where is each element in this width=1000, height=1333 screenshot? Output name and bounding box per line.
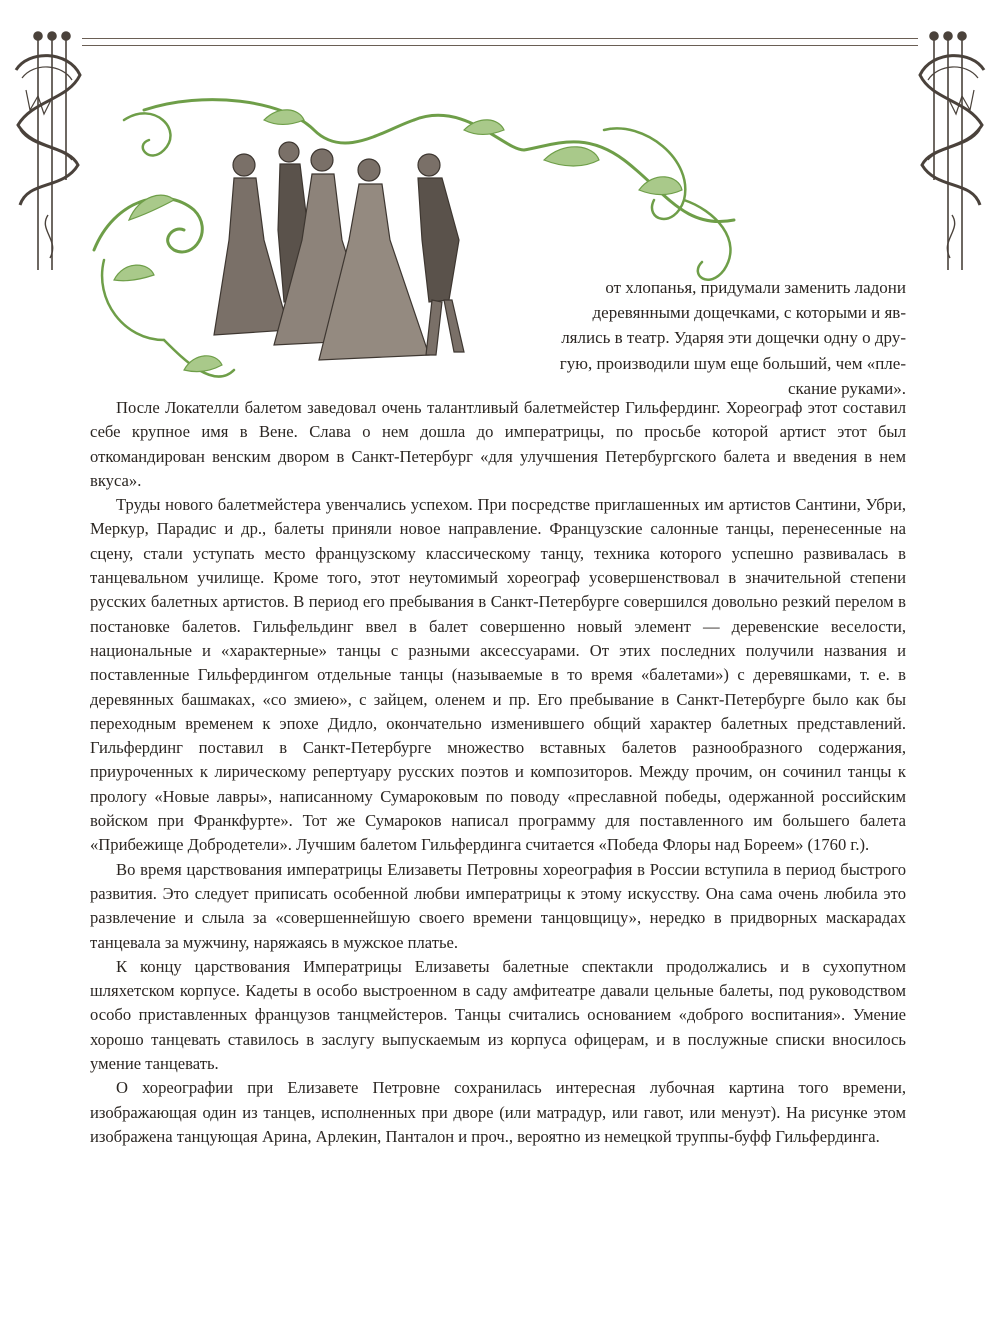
intro-line: лялись в театр. Ударяя эти дощечки одну о дру- <box>561 328 906 348</box>
intro-line: деревянными дощечками, с которыми и яв- <box>592 303 906 323</box>
intro-line: гую, производили шум еще больший, чем «пле- <box>559 353 906 373</box>
top-border-rule <box>82 38 918 46</box>
paragraph-lubok-picture: О хореографии при Елизавете Петровне сохранилась интересная лубочная картина того времени, изображающая один из танцев, исполненных при дворе (или матрадур, или гавот, или менуэт). На рисунке этом изображена танцующая Арина, Арлекин, Панталон и проч., вероятно из немецкой труппы-буфф Гильфердинга. <box>90 1078 906 1146</box>
intro-line: скание руками». <box>787 378 906 398</box>
paragraph-gilferding-work: Труды нового балетмейстера увенчались успехом. При посредстве приглашенных им артистов Сантини, Убри, Меркур, Парадис и др., балеты приняли новое направление. Французские салонные танцы, перенесенные на сцену, стали уступать место французскому классическому танцу, техника которого успешно развивалась в танцевальном училище. Кроме того, этот неутомимый хореограф усовершенствовал в значительной степени русских балетных артистов. В период его пребывания в Санкт-Петербурге совершился довольно резкий перелом в постановке балетов. Гильфельдинг ввел в балет совершенно новый элемент — деревенские веселости, национальные и «характерные» танцы с разными аксессуарами. От этих последних получили названия и поставленные Гильфердингом отдельные танцы (называемые в то время «балетами») с деревяшками, т. е. в деревянных башмаках, «со змиею», с зайцем, оленем и пр. Его пребывание в Санкт-Петербурге было как бы переходным временем к эпохе Дидло, окончательно изменившего общий характер балетных представлений. Гильфердинг поставил в Санкт-Петербурге множество вставных балетов разнообразного содержания, приуроченных к лирическому репертуару русских поэтов и композиторов. Между прочим, он сочинил танцы к прологу «Новые лавры», написанному Сумароковым по поводу «преславной победы, одержанной российским войском при Франкфурте». Тот же Сумароков написал программу для поставленного им большего балета «Прибежище Добродетели». Лучшим балетом Гильфердинга считается «Победа Флоры над Бореем» (1760 г.). <box>90 495 906 855</box>
paragraph-gilferding-intro: После Локателли балетом заведовал очень талантливый балетмейстер Гильфердинг. Хореограф этот составил себе крупное имя в Вене. Слава о нем дошла до императрицы, по просьбе которой артист этот был откомандирован венским двором в Санкт-Петербург «для улучшения Петербургского балета и введения в нем вкуса». <box>90 398 906 490</box>
paragraph-elizabeth-reign: Во время царствования императрицы Елизаветы Петровны хореография в России вступила в период быстрого развития. Это следует приписать особенной любви императрицы к этому искусству. Она сама очень любила это развлечение и слыла за «совершеннейшую своего времени танцовщицу», нередко в придворных маскарадах танцевала за мужчину, наряжаясь в мужское платье. <box>90 859 906 952</box>
intro-text <box>498 275 906 401</box>
right-corner-ornament <box>914 30 992 275</box>
paragraph-cadet-corps: К концу царствования Императрицы Елизаветы балетные спектакли продолжались и в сухопутном шляхетском корпусе. Кадеты в особо выстроенном в саду амфитеатре давали цельные балеты, под руководством особо приставленных французов танцмейстеров. Танцы считались основанием «доброго воспитания». Умение хорошо танцевать ставилось в заслугу выпускаемым из корпуса офицерам, и в послужные списки вносилось умение танцевать. <box>90 956 906 1074</box>
body-text <box>90 396 906 1149</box>
intro-line: от хлопанья, придумали заменить ладони <box>605 278 906 297</box>
left-corner-ornament <box>8 30 86 275</box>
